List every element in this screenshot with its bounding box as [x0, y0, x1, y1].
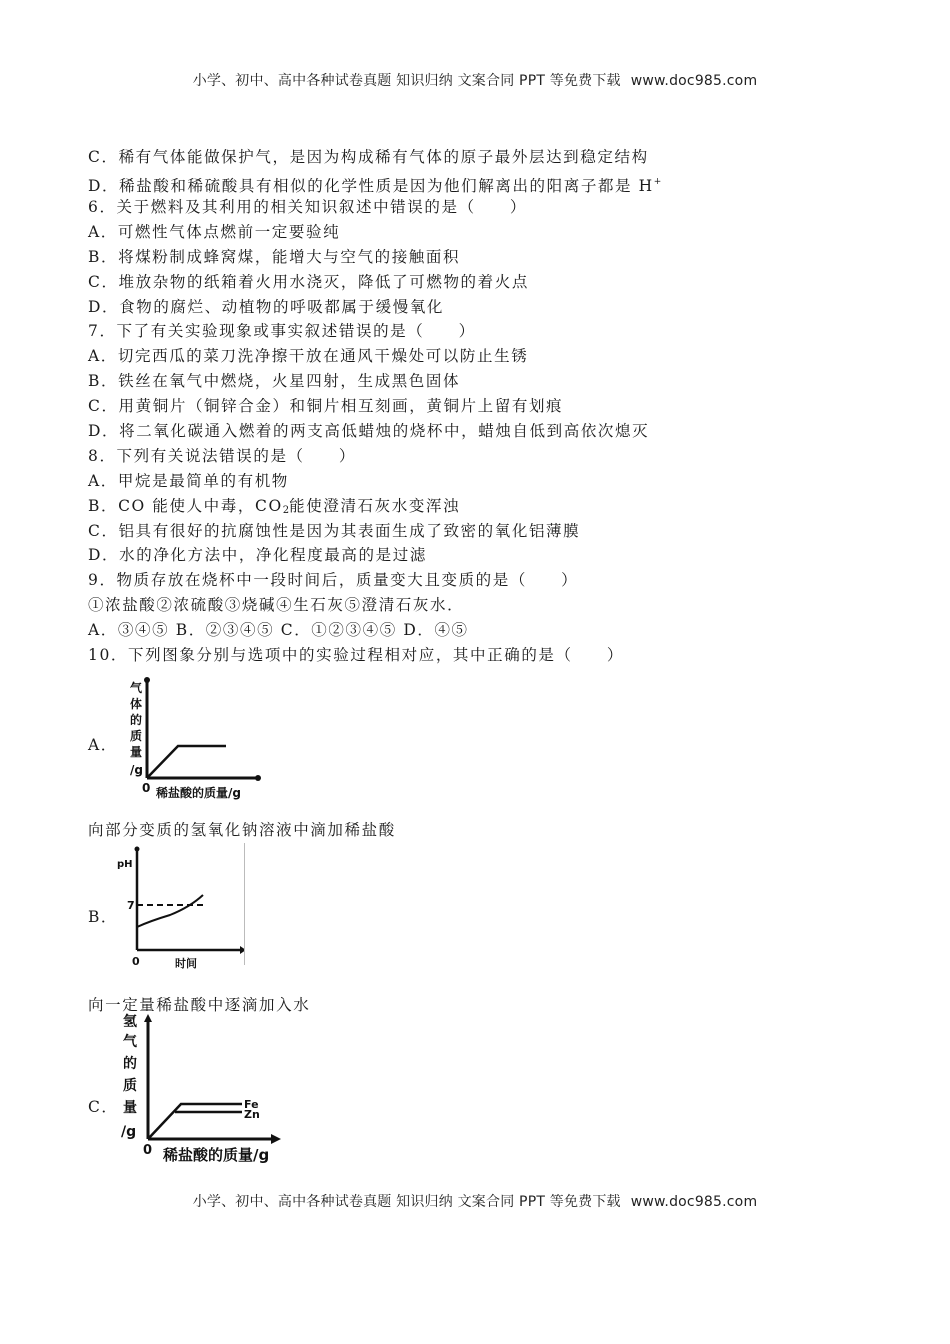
- q10-option-a-caption: 向部分变质的氢氧化钠溶液中滴加稀盐酸: [88, 821, 396, 839]
- q6-option-b: B．将煤粉制成蜂窝煤，能增大与空气的接触面积: [88, 248, 461, 266]
- svg-text:7: 7: [127, 899, 135, 912]
- q9-stem: 9．物质存放在烧杯中一段时间后，质量变大且变质的是（ ）: [88, 571, 579, 589]
- svg-text:稀盐酸的质量/g: 稀盐酸的质量/g: [163, 1146, 270, 1164]
- svg-text:0: 0: [143, 1143, 153, 1158]
- svg-text:质: 质: [130, 729, 143, 743]
- svg-text:氢: 氢: [123, 1014, 137, 1030]
- banner-url[interactable]: www.doc985.com: [630, 1194, 758, 1210]
- q7-option-a: A．切完西瓜的菜刀洗净擦干放在通风干燥处可以防止生锈: [88, 347, 529, 365]
- svg-text:时间: 时间: [175, 957, 197, 970]
- q9-choices: A．③④⑤ B．②③④⑤ C．①②③④⑤ D．④⑤: [88, 621, 469, 639]
- q8-option-a: A．甲烷是最简单的有机物: [88, 472, 289, 490]
- q9-items: ①浓盐酸②浓硫酸③烧碱④生石灰⑤澄清石灰水．: [88, 596, 465, 614]
- q10-option-a-label: A．: [88, 736, 118, 754]
- svg-text:0: 0: [132, 955, 140, 968]
- q10-option-b-label: B．: [88, 908, 118, 926]
- q6-option-c: C．堆放杂物的纸箱着火用水浇灭，降低了可燃物的着火点: [88, 273, 529, 291]
- q10-chart-c: [115, 1012, 290, 1167]
- svg-text:/g: /g: [121, 1124, 137, 1140]
- svg-text:量: 量: [123, 1100, 137, 1116]
- banner-text: 小学、初中、高中各种试卷真题 知识归纳 文案合同 PPT 等免费下载: [192, 1194, 621, 1210]
- svg-text:质: 质: [123, 1078, 137, 1094]
- q7-option-d: D．将二氧化碳通入燃着的两支高低蜡烛的烧杯中，蜡烛自低到高依次熄灭: [88, 422, 650, 440]
- q7-option-c: C．用黄铜片（铜锌合金）和铜片相互刻画，黄铜片上留有划痕: [88, 397, 564, 415]
- svg-text:的: 的: [123, 1056, 137, 1072]
- q5-option-c: C．稀有气体能做保护气，是因为构成稀有气体的原子最外层达到稳定结构: [88, 148, 649, 166]
- q6-option-a: A．可燃性气体点燃前一定要验纯: [88, 223, 341, 241]
- q8-stem: 8．下列有关说法错误的是（ ）: [88, 447, 356, 465]
- svg-text:Zn: Zn: [244, 1108, 260, 1121]
- q10-option-b-caption: 向一定量稀盐酸中逐滴加入水: [88, 996, 311, 1014]
- header-banner: [0, 70, 950, 90]
- q6-option-d: D．食物的腐烂、动植物的呼吸都属于缓慢氧化: [88, 298, 445, 316]
- q10-chart-b: [115, 845, 245, 970]
- svg-text:的: 的: [130, 713, 143, 727]
- q10-chart-a: [110, 672, 270, 802]
- banner-text: 小学、初中、高中各种试卷真题 知识归纳 文案合同 PPT 等免费下载: [192, 73, 621, 89]
- q7-stem: 7．下了有关实验现象或事实叙述错误的是（ ）: [88, 322, 476, 340]
- q7-option-b: B．铁丝在氧气中燃烧，火星四射，生成黑色固体: [88, 372, 461, 390]
- footer-banner: [0, 1191, 950, 1211]
- q10-option-c-label: C．: [88, 1098, 119, 1116]
- q8-option-d: D．水的净化方法中，净化程度最高的是过滤: [88, 546, 427, 564]
- q5-option-d: D．稀盐酸和稀硫酸具有相似的化学性质是因为他们解离出的阳离子都是 H+: [88, 177, 662, 195]
- svg-text:体: 体: [130, 697, 143, 711]
- chart-a-ylabel-0: 气: [130, 681, 143, 695]
- q6-stem: 6．关于燃料及其利用的相关知识叙述中错误的是（ ）: [88, 198, 527, 216]
- svg-text:Fe: Fe: [244, 1098, 259, 1111]
- svg-text:稀盐酸的质量/g: 稀盐酸的质量/g: [156, 786, 241, 800]
- svg-text:pH: pH: [117, 859, 133, 870]
- svg-text:气: 气: [123, 1034, 137, 1050]
- q8-option-c: C．铝具有很好的抗腐蚀性是因为其表面生成了致密的氧化铝薄膜: [88, 522, 581, 540]
- svg-text:量: 量: [130, 745, 143, 759]
- q10-stem: 10．下列图象分别与选项中的实验过程相对应，其中正确的是（ ）: [88, 646, 624, 664]
- image-border: [244, 843, 245, 965]
- svg-text:/g: /g: [130, 763, 143, 777]
- q8-option-b: B．CO 能使人中毒，$CO_2$能使澄清石灰水变浑浊: [88, 497, 461, 516]
- banner-url[interactable]: www.doc985.com: [630, 73, 758, 89]
- svg-text:0: 0: [142, 781, 151, 795]
